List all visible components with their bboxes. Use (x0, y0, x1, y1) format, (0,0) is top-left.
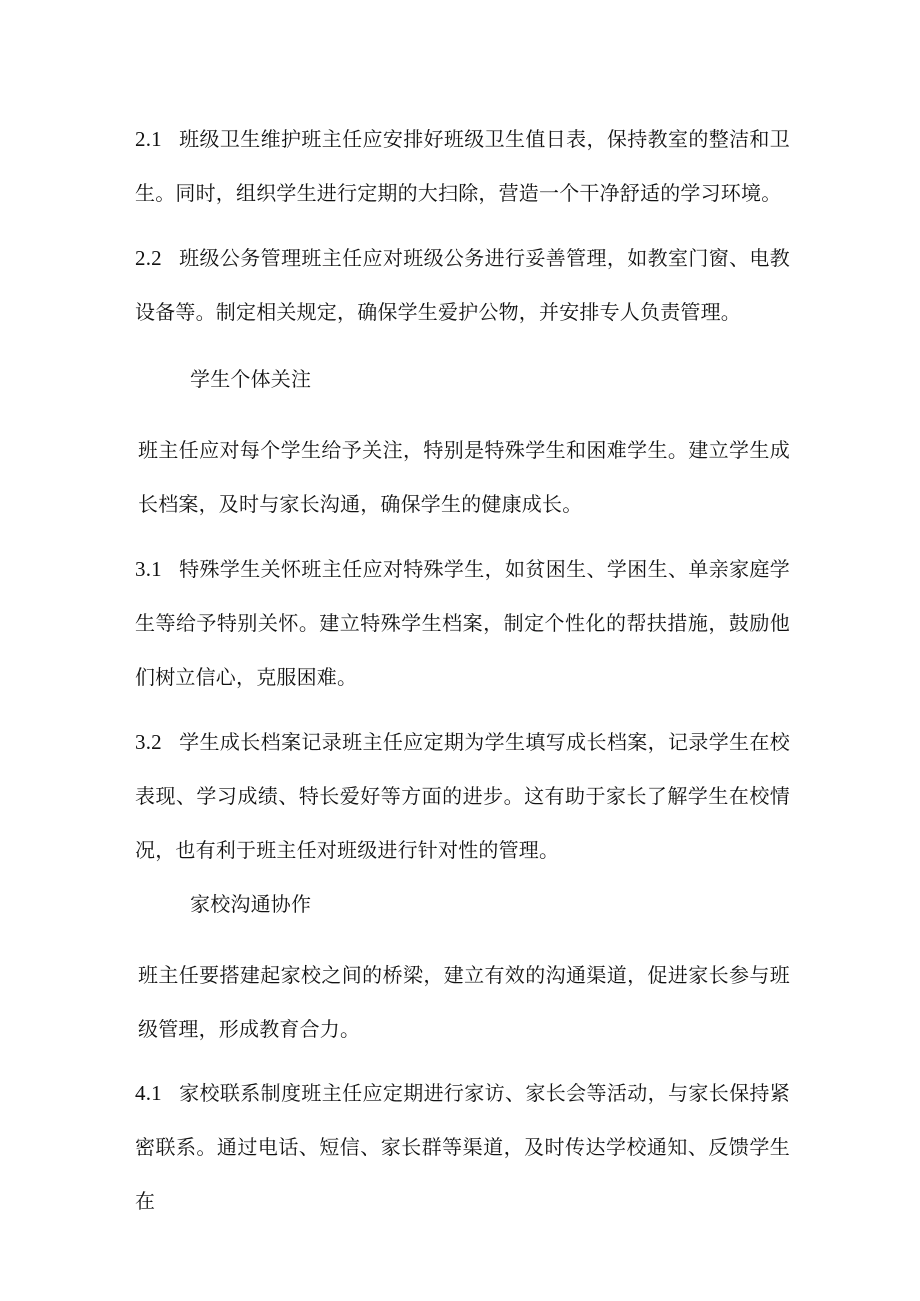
section-3-1-text: 特殊学生关怀班主任应对特殊学生，如贫困生、学困生、单亲家庭学生等给予特别关怀。建立特殊学生档案，制定个性化的帮扶措施，鼓励他们树立信心，克服困难。 (135, 557, 790, 689)
section-4-1-paragraph (135, 1066, 790, 1228)
section-4-intro-paragraph: 班主任要搭建起家校之间的桥梁，建立有效的沟通渠道，促进家长参与班级管理，形成教育合力。 (138, 963, 790, 1041)
section-2-1-text: 班级卫生维护班主任应安排好班级卫生值日表，保持教室的整洁和卫生。同时，组织学生进行定期的大扫除，营造一个干净舒适的学习环境。 (135, 127, 790, 205)
section-4-heading: 家校沟通协作 (190, 892, 312, 916)
section-3-2-text: 学生成长档案记录班主任应定期为学生填写成长档案，记录学生在校表现、学习成绩、特长爱好等方面的进步。这有助于家长了解学生在校情况，也有利于班主任对班级进行针对性的管理。 (135, 730, 790, 862)
section-3-2-number: 3.2 (135, 730, 162, 754)
section-3-2-paragraph (135, 715, 790, 877)
section-2-2-text: 班级公务管理班主任应对班级公务进行妥善管理，如教室门窗、电教设备等。制定相关规定，确保学生爱护公物，并安排专人负责管理。 (135, 246, 790, 324)
section-4-1-text: 家校联系制度班主任应定期进行家访、家长会等活动，与家长保持紧密联系。通过电话、短信、家长群等渠道，及时传达学校通知、反馈学生在 (135, 1081, 790, 1213)
section-2-2-paragraph (135, 231, 790, 339)
section-3-heading: 学生个体关注 (190, 367, 312, 391)
section-3-1-number: 3.1 (135, 557, 162, 581)
section-3-intro-paragraph: 班主任应对每个学生给予关注，特别是特殊学生和困难学生。建立学生成长档案，及时与家长沟通，确保学生的健康成长。 (138, 438, 790, 516)
section-3-1-paragraph (135, 542, 790, 704)
section-2-1-number: 2.1 (135, 127, 162, 151)
section-4-1-number: 4.1 (135, 1081, 162, 1105)
section-2-1-paragraph (135, 112, 790, 220)
section-2-2-number: 2.2 (135, 246, 162, 270)
